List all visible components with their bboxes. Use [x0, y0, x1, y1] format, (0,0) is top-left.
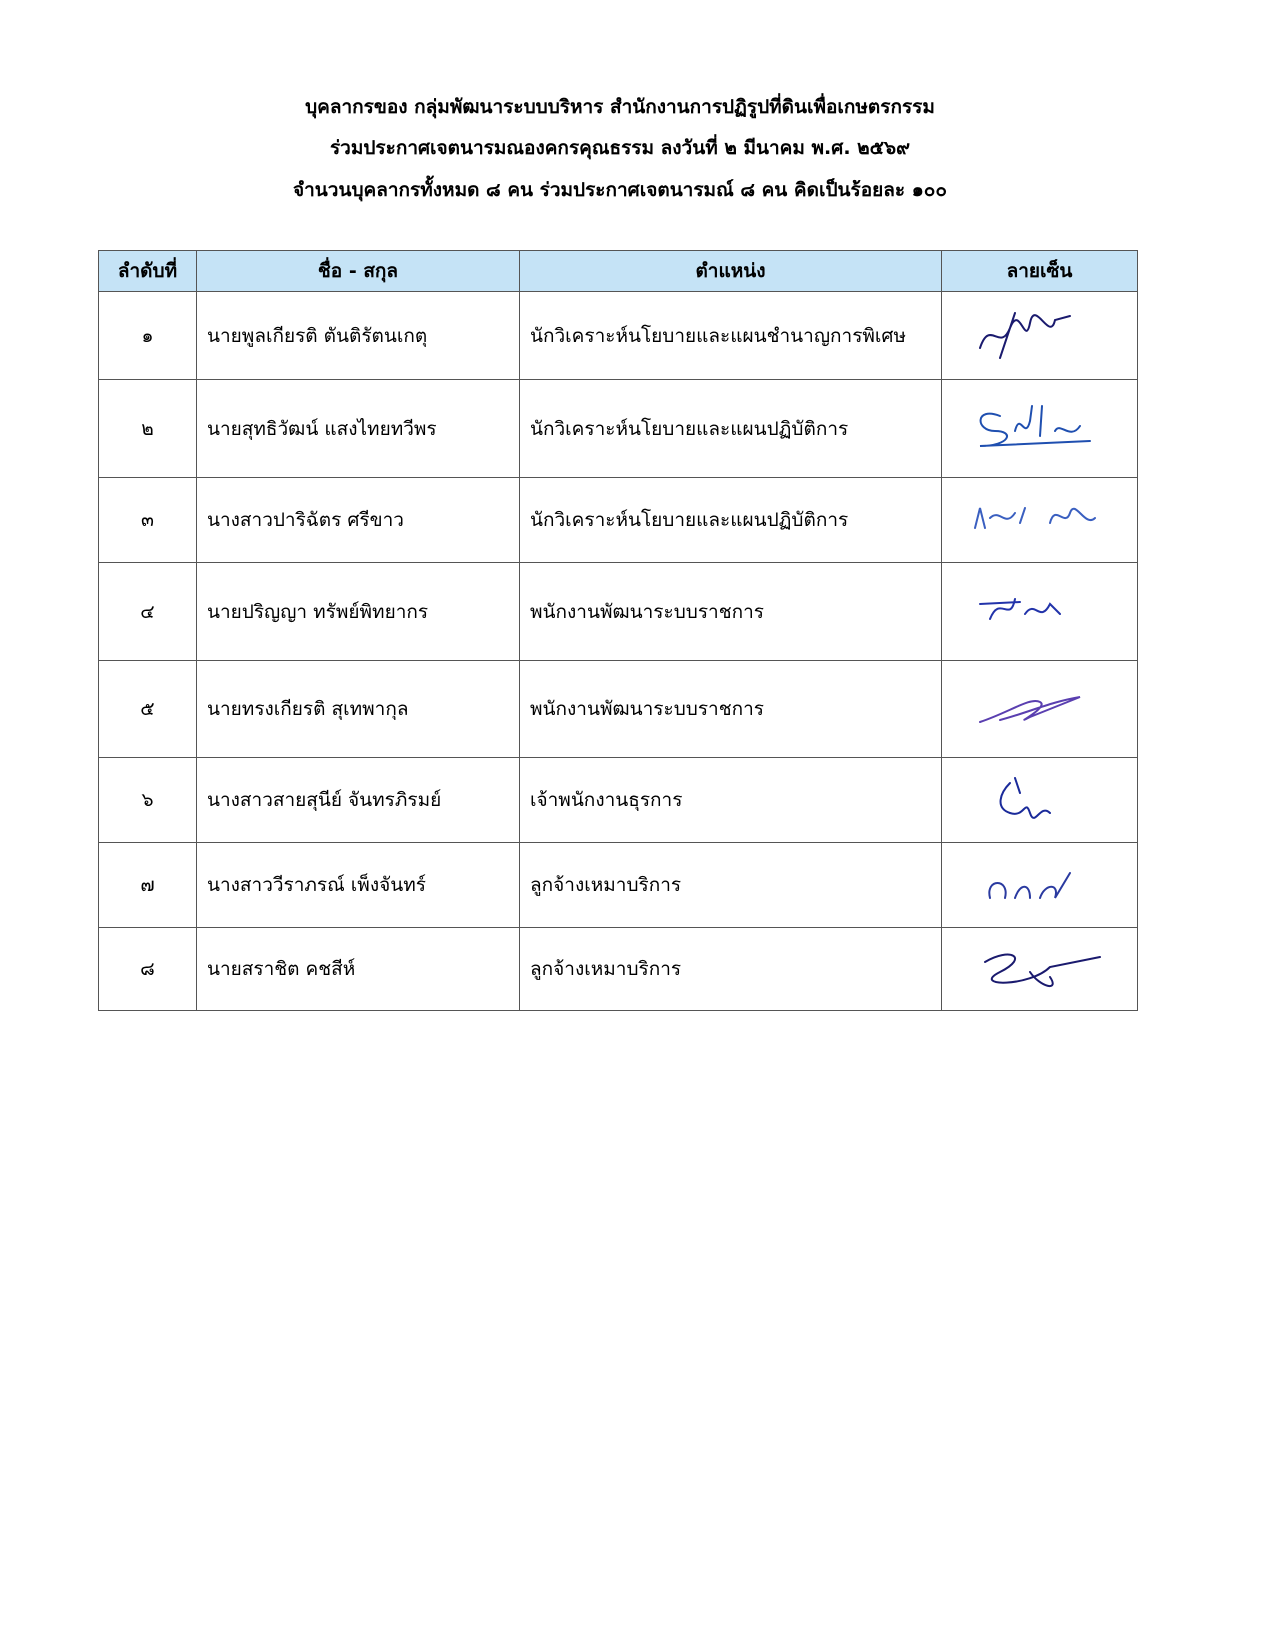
signature-image — [970, 401, 1110, 456]
row-signature — [942, 758, 1138, 843]
row-name: นางสาวสายสุนีย์ จันทรภิรมย์ — [197, 758, 520, 843]
row-signature — [942, 478, 1138, 563]
signature-image — [970, 858, 1110, 913]
row-name: นายปริญญา ทรัพย์พิทยากร — [197, 563, 520, 661]
signature-image — [970, 942, 1110, 997]
table-row — [99, 928, 1138, 1011]
row-number: ๘ — [99, 928, 197, 1011]
staff-table — [98, 250, 1138, 1011]
row-number: ๒ — [99, 380, 197, 478]
row-name: นางสาววีราภรณ์ เพ็งจันทร์ — [197, 843, 520, 928]
row-position: พนักงานพัฒนาระบบราชการ — [520, 563, 942, 661]
header-signature: ลายเซ็น — [942, 251, 1138, 292]
row-position: นักวิเคราะห์นโยบายและแผนปฏิบัติการ — [520, 380, 942, 478]
signature-image — [970, 493, 1110, 548]
row-number: ๑ — [99, 292, 197, 380]
row-position: นักวิเคราะห์นโยบายและแผนชำนาญการพิเศษ — [520, 292, 942, 380]
table-row — [99, 661, 1138, 758]
row-signature — [942, 843, 1138, 928]
table-row — [99, 292, 1138, 380]
title-line-1: บุคลากรของ กลุ่มพัฒนาระบบบริหาร สำนักงานการปฏิรูปที่ดินเพื่อเกษตรกรรม — [305, 96, 935, 118]
signature-image — [970, 682, 1110, 737]
table-row — [99, 478, 1138, 563]
table-row — [99, 843, 1138, 928]
header-position: ตำแหน่ง — [520, 251, 942, 292]
row-name: นายพูลเกียรติ ตันติรัตนเกตุ — [197, 292, 520, 380]
row-number: ๔ — [99, 563, 197, 661]
title-line-3: จำนวนบุคลากรทั้งหมด ๘ คน ร่วมประกาศเจตนารมณ์ ๘ คน คิดเป็นร้อยละ ๑๐๐ — [293, 179, 947, 201]
row-position: พนักงานพัฒนาระบบราชการ — [520, 661, 942, 758]
row-number: ๗ — [99, 843, 197, 928]
row-number: ๖ — [99, 758, 197, 843]
row-number: ๕ — [99, 661, 197, 758]
row-name: นางสาวปาริฉัตร ศรีขาว — [197, 478, 520, 563]
row-signature — [942, 661, 1138, 758]
row-name: นายทรงเกียรติ สุเทพากุล — [197, 661, 520, 758]
table-row — [99, 563, 1138, 661]
row-signature — [942, 563, 1138, 661]
row-signature — [942, 928, 1138, 1011]
header-no: ลำดับที่ — [99, 251, 197, 292]
signature-image — [970, 773, 1110, 828]
row-signature — [942, 292, 1138, 380]
row-name: นายสุทธิวัฒน์ แสงไทยทวีพร — [197, 380, 520, 478]
row-position: นักวิเคราะห์นโยบายและแผนปฏิบัติการ — [520, 478, 942, 563]
row-position: ลูกจ้างเหมาบริการ — [520, 843, 942, 928]
row-number: ๓ — [99, 478, 197, 563]
table-row — [99, 758, 1138, 843]
signature-image — [970, 308, 1110, 363]
table-header-row — [99, 251, 1138, 292]
row-position: ลูกจ้างเหมาบริการ — [520, 928, 942, 1011]
table-row — [99, 380, 1138, 478]
row-signature — [942, 380, 1138, 478]
row-name: นายสราชิต คชสีห์ — [197, 928, 520, 1011]
signature-image — [970, 584, 1110, 639]
title-line-2: ร่วมประกาศเจตนารมณองคกรคุณธรรม ลงวันที่ ๒ มีนาคม พ.ศ. ๒๕๖๙ — [329, 137, 911, 159]
header-name: ชื่อ - สกุล — [197, 251, 520, 292]
row-position: เจ้าพนักงานธุรการ — [520, 758, 942, 843]
